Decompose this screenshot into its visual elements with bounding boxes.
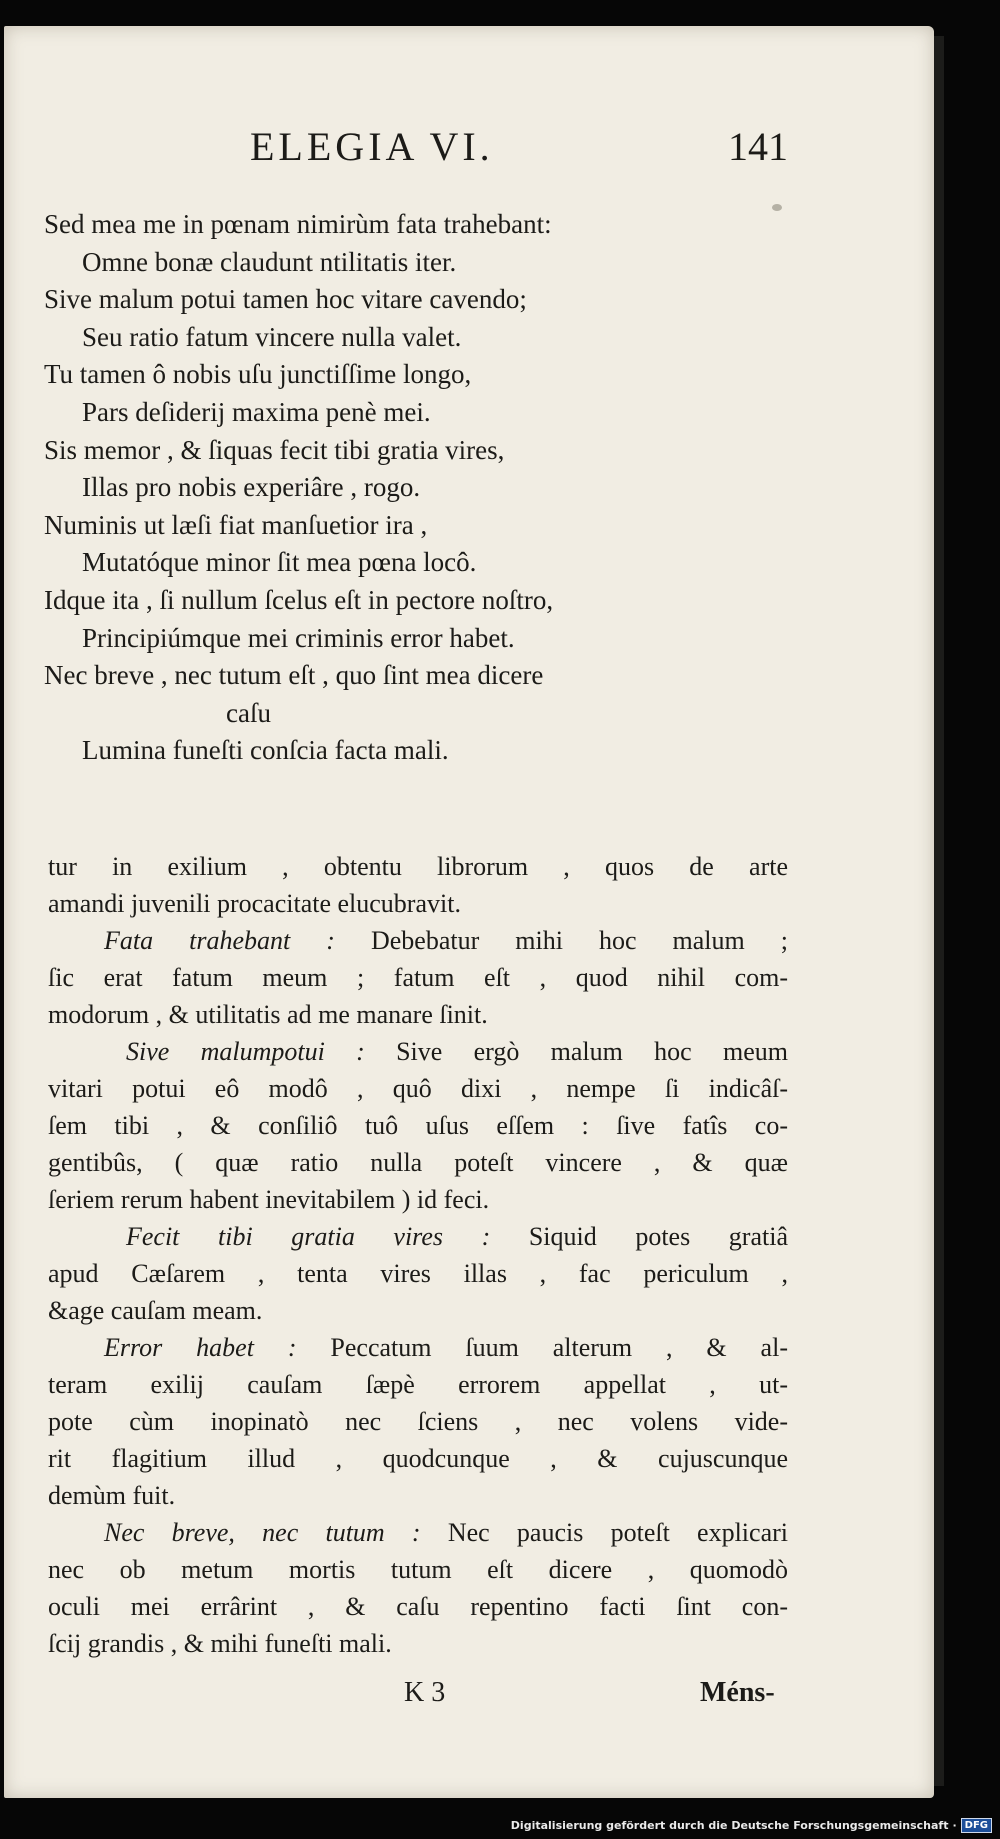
commentary-line: apud Cæſarem , tenta vires illas , fac periculum , xyxy=(48,1259,788,1288)
digitization-credit: Digitalisierung gefördert durch die Deutsche Forschungsgemeinschaft · DFG xyxy=(511,1815,992,1835)
verse-line: Pars deſiderij maxima penè mei. xyxy=(82,396,431,427)
commentary-line: gentibûs, ( quæ ratio nulla poteſt vincere , & quæ xyxy=(48,1148,788,1177)
commentary-line: ſeriem rerum habent inevitabilem ) id feci. xyxy=(48,1185,490,1214)
credit-text: Digitalisierung gefördert durch die Deutsche Forschungsgemeinschaft xyxy=(510,1818,949,1832)
commentary-line: tur in exilium , obtentu librorum , quos de arte xyxy=(48,852,788,881)
catchword: Méns- xyxy=(700,1677,775,1708)
verse-line: Sis memor , & ſiquas fecit tibi gratia vires, xyxy=(44,434,505,465)
page-edge-shadow xyxy=(934,36,944,1786)
note-first-line xyxy=(48,922,788,959)
commentary-line: demùm fuit. xyxy=(48,1481,176,1510)
verse-block xyxy=(44,206,764,770)
note-lemma: Fata trahebant : xyxy=(104,926,335,955)
commentary-line: vitari potui eô modô , quô dixi , nempe ſi indicâſ- xyxy=(48,1074,788,1103)
commentary-block xyxy=(48,848,788,1662)
note-text: Peccatum ſuum alterum , & al- xyxy=(296,1333,788,1362)
ink-speck xyxy=(772,204,782,211)
verse-line: Seu ratio fatum vincere nulla valet. xyxy=(82,321,462,352)
verse-line: Illas pro nobis experiâre , rogo. xyxy=(82,472,421,503)
commentary-line: rit flagitium illud , quodcunque , & cujuscunque xyxy=(48,1444,788,1473)
verse-line: Sive malum potui tamen hoc vitare cavendo; xyxy=(44,284,527,315)
note-lemma: Nec breve, nec tutum : xyxy=(104,1518,421,1547)
verse-line-overflow: caſu xyxy=(226,697,271,728)
note-lemma: Fecit tibi gratia vires : xyxy=(126,1222,491,1251)
dfg-logo: DFG xyxy=(961,1818,992,1833)
signature-mark: K 3 xyxy=(404,1677,446,1708)
running-head: ELEGIA VI. xyxy=(250,124,494,169)
page-number: 141 xyxy=(728,124,788,169)
note-first-line xyxy=(48,1329,788,1366)
commentary-line: &age cauſam meam. xyxy=(48,1296,263,1325)
note-lemma: Sive malumpotui : xyxy=(126,1037,365,1066)
verse-line: Nec breve , nec tutum eſt , quo ſint mea dicere xyxy=(44,660,544,691)
note-lemma: Error habet : xyxy=(104,1333,297,1362)
commentary-line: ſem tibi , & conſiliô tuô uſus eſſem : ſive fatîs co- xyxy=(48,1111,788,1140)
verse-line: Tu tamen ô nobis uſu junctiſſime longo, xyxy=(44,359,472,390)
verse-line: Omne bonæ claudunt ntilitatis iter. xyxy=(82,246,457,277)
note-text: Nec paucis poteſt explicari xyxy=(420,1518,788,1547)
note-first-line xyxy=(48,1218,788,1255)
commentary-line: amandi juvenili procacitate elucubravit. xyxy=(48,889,461,918)
commentary-line: modorum , & utilitatis ad me manare ſinit. xyxy=(48,1000,488,1029)
note-text: Debebatur mihi hoc malum ; xyxy=(334,926,788,955)
note-first-line xyxy=(48,1514,788,1551)
note-text: Sive ergò malum hoc meum xyxy=(364,1037,788,1066)
verse-line: Numinis ut læſi fiat manſuetior ira , xyxy=(44,509,428,540)
commentary-line: pote cùm inopinatò nec ſciens , nec volens vide- xyxy=(48,1407,788,1436)
commentary-line: ſic erat fatum meum ; fatum eſt , quod nihil com- xyxy=(48,963,788,992)
verse-line: Sed mea me in pœnam nimirùm fata trahebant: xyxy=(44,209,552,239)
commentary-line: oculi mei errârint , & caſu repentino facti ſint con- xyxy=(48,1592,788,1621)
verse-line: Idque ita , ſi nullum ſcelus eſt in pectore noſtro, xyxy=(44,584,554,615)
book-page xyxy=(4,26,934,1798)
note-first-line xyxy=(48,1033,788,1070)
commentary-line: ſcij grandis , & mihi funeſti mali. xyxy=(48,1629,392,1658)
verse-line: Lumina funeſti conſcia facta mali. xyxy=(82,735,449,766)
note-text: Siquid potes gratiâ xyxy=(490,1222,788,1251)
commentary-line: teram exilij cauſam ſæpè errorem appellat , ut- xyxy=(48,1370,788,1399)
verse-line: Mutatóque minor ſit mea pœna locô. xyxy=(82,547,477,578)
commentary-line: nec ob metum mortis tutum eſt dicere , quomodò xyxy=(48,1555,788,1584)
verse-line: Principiúmque mei criminis error habet. xyxy=(82,622,515,653)
